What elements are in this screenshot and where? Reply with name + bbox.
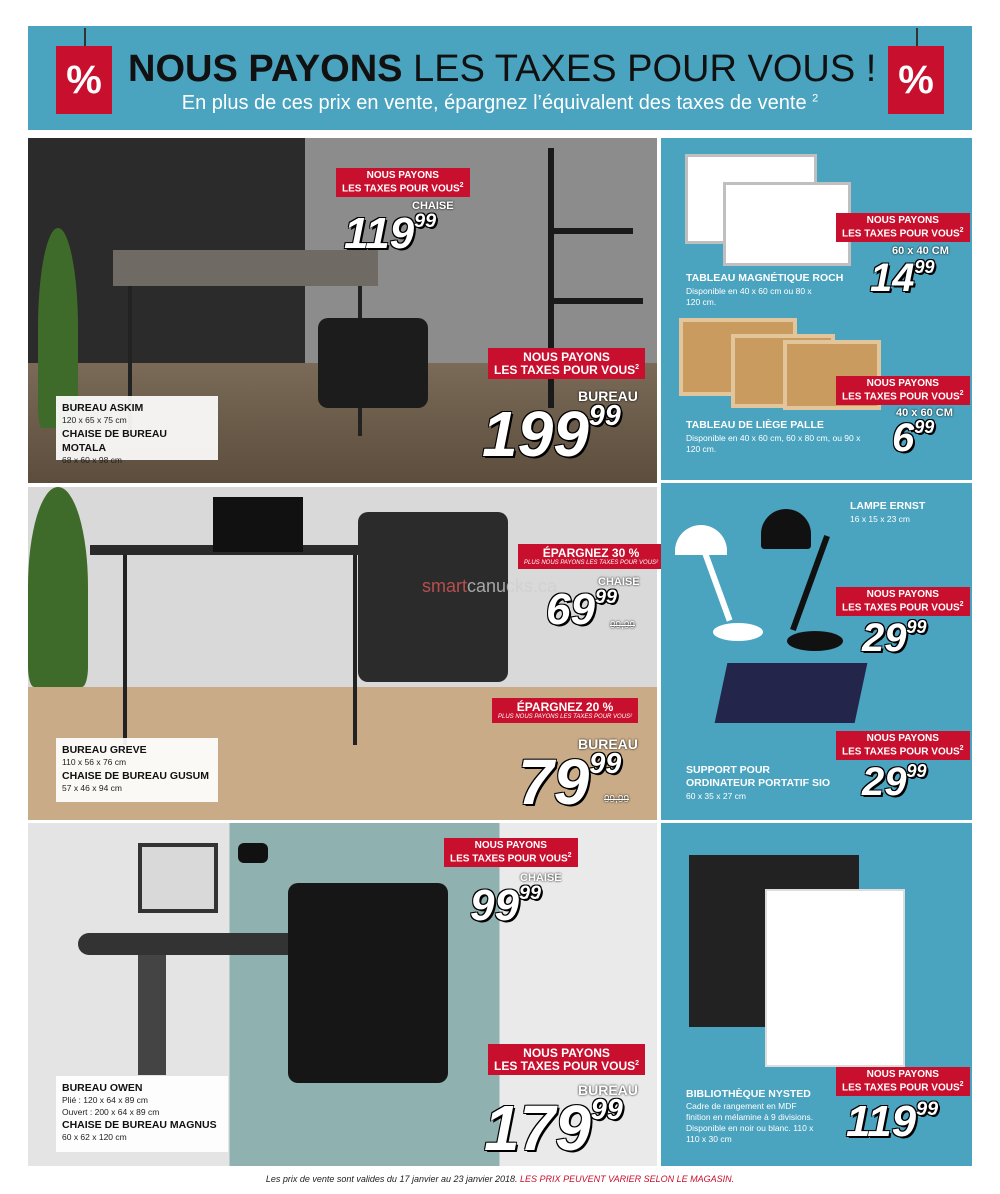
whiteboard-price: $14^{99}$ xyxy=(870,256,935,300)
white-bookcase-image xyxy=(765,889,905,1067)
taxes-badge: NOUS PAYONS LES TAXES POUR VOUS$^2$ xyxy=(836,731,970,760)
chair-image xyxy=(288,883,448,1083)
desk-label: BUREAU xyxy=(578,388,638,404)
desk-label: BUREAU xyxy=(578,1082,638,1098)
taxes-badge: NOUS PAYONS LES TAXES POUR VOUS$^2$ xyxy=(336,168,470,197)
laptop-support-image xyxy=(715,663,868,723)
taxes-badge: NOUS PAYONS LES TAXES POUR VOUS$^2$ xyxy=(444,838,578,867)
cork-size: 40 x 60 CM xyxy=(896,407,953,419)
taxes-badge: NOUS PAYONS LES TAXES POUR VOUS$^2$ xyxy=(836,1067,970,1096)
monitor-image xyxy=(138,843,218,913)
cork-name: TABLEAU DE LIÈGE PALLE xyxy=(686,419,824,431)
taxes-badge: NOUS PAYONS LES TAXES POUR VOUS$^2$ xyxy=(488,1044,645,1075)
whiteboard-size: 60 x 40 CM xyxy=(892,245,949,257)
bookcase-name: BIBLIOTHÈQUE NYSTED xyxy=(686,1088,811,1100)
lamp-price: $29^{99}$ xyxy=(862,616,927,660)
footer-note: Les prix de vente sont valides du 17 janvier au 23 janvier 2018. LES PRIX PEUVENT VARIER SELON LE MAGASIN. xyxy=(265,1174,735,1184)
product-info-greve: BUREAU GREVE 110 x 56 x 76 cm CHAISE DE BUREAU GUSUM 57 x 46 x 94 cm xyxy=(56,738,218,802)
chair-price: $69^{99}$ xyxy=(546,585,617,634)
product-info-owen: BUREAU OWEN Plié : 120 x 64 x 89 cm Ouvert : 200 x 64 x 89 cm CHAISE DE BUREAU MAGNUS 60 x 62 x 120 cm xyxy=(56,1076,228,1152)
percent-tag-right xyxy=(888,46,944,114)
page-subtitle: En plus de ces prix en vente, épargnez l’équivalent des taxes de vente $^2$ xyxy=(181,92,819,114)
savings-badge-30: ÉPARGNEZ 30 % PLUS NOUS PAYONS LES TAXES POUR VOUS² xyxy=(518,544,664,569)
desk-lamp-image xyxy=(238,843,268,863)
percent-tag-left xyxy=(56,46,112,114)
bookcase-price: $119^{99}$ xyxy=(846,1097,939,1146)
desk-image xyxy=(113,250,378,286)
desk-price: $199^{99}$ xyxy=(482,398,621,470)
chair-label: CHAISE xyxy=(520,872,562,884)
laptop-support-name: SUPPORT POUR ORDINATEUR PORTATIF SIO xyxy=(686,764,831,790)
lamp-desc: 16 x 15 x 23 cm xyxy=(850,514,911,524)
product-info-askim: BUREAU ASKIM 120 x 65 x 75 cm CHAISE DE BUREAU MOTALA 68 x 60 x 98 cm xyxy=(56,396,218,460)
bookcase-desc: Cadre de rangement en MDF finition en mélamine à 9 divisions. Disponible en noir ou blanc. 110 x 110 x 30 cm xyxy=(686,1101,814,1145)
chair-price: $99^{99}$ xyxy=(470,881,541,930)
plant-image xyxy=(28,487,88,687)
percent-icon: % xyxy=(888,46,944,114)
page-title: NOUS PAYONS LES TAXES POUR VOUS ! xyxy=(128,48,877,90)
taxes-badge: NOUS PAYONS LES TAXES POUR VOUS$^2$ xyxy=(836,213,970,242)
savings-badge-20: ÉPARGNEZ 20 % PLUS NOUS PAYONS LES TAXES POUR VOUS² xyxy=(492,698,638,723)
taxes-badge: NOUS PAYONS LES TAXES POUR VOUS$^2$ xyxy=(836,376,970,405)
chair-old-price: 99,99 xyxy=(610,620,636,631)
desk-label: BUREAU xyxy=(578,736,638,752)
header-banner xyxy=(28,26,972,130)
chair-image xyxy=(318,318,428,408)
chair-label: CHAISE xyxy=(412,200,454,212)
chair-label: CHAISE xyxy=(598,576,640,588)
black-lamp-image xyxy=(761,509,811,549)
laptop-support-desc: 60 x 35 x 27 cm xyxy=(686,791,747,801)
chair-image xyxy=(358,512,508,682)
laptop-image xyxy=(213,497,303,552)
whiteboard-image xyxy=(723,182,851,266)
desk-price: $179^{99}$ xyxy=(484,1092,623,1164)
percent-icon: % xyxy=(56,46,112,114)
cork-desc: Disponible en 40 x 60 cm, 60 x 80 cm, ou 90 x 120 cm. xyxy=(686,433,861,455)
laptop-support-price: $29^{99}$ xyxy=(862,760,927,804)
watermark: smartcanucks.ca xyxy=(422,576,558,596)
cork-price: $6^{99}$ xyxy=(892,416,935,460)
lamp-name: LAMPE ERNST xyxy=(850,500,926,512)
chair-price: $119^{99}$ xyxy=(344,209,437,258)
desk-price: $79^{99}$ xyxy=(518,746,622,818)
taxes-badge: NOUS PAYONS LES TAXES POUR VOUS$^2$ xyxy=(836,587,970,616)
desk-old-price: 99,99 xyxy=(604,794,630,805)
taxes-badge: NOUS PAYONS LES TAXES POUR VOUS$^2$ xyxy=(488,348,645,379)
whiteboard-desc: Disponible en 40 x 60 cm ou 80 x 120 cm. xyxy=(686,286,812,308)
whiteboard-name: TABLEAU MAGNÉTIQUE ROCH xyxy=(686,272,844,284)
